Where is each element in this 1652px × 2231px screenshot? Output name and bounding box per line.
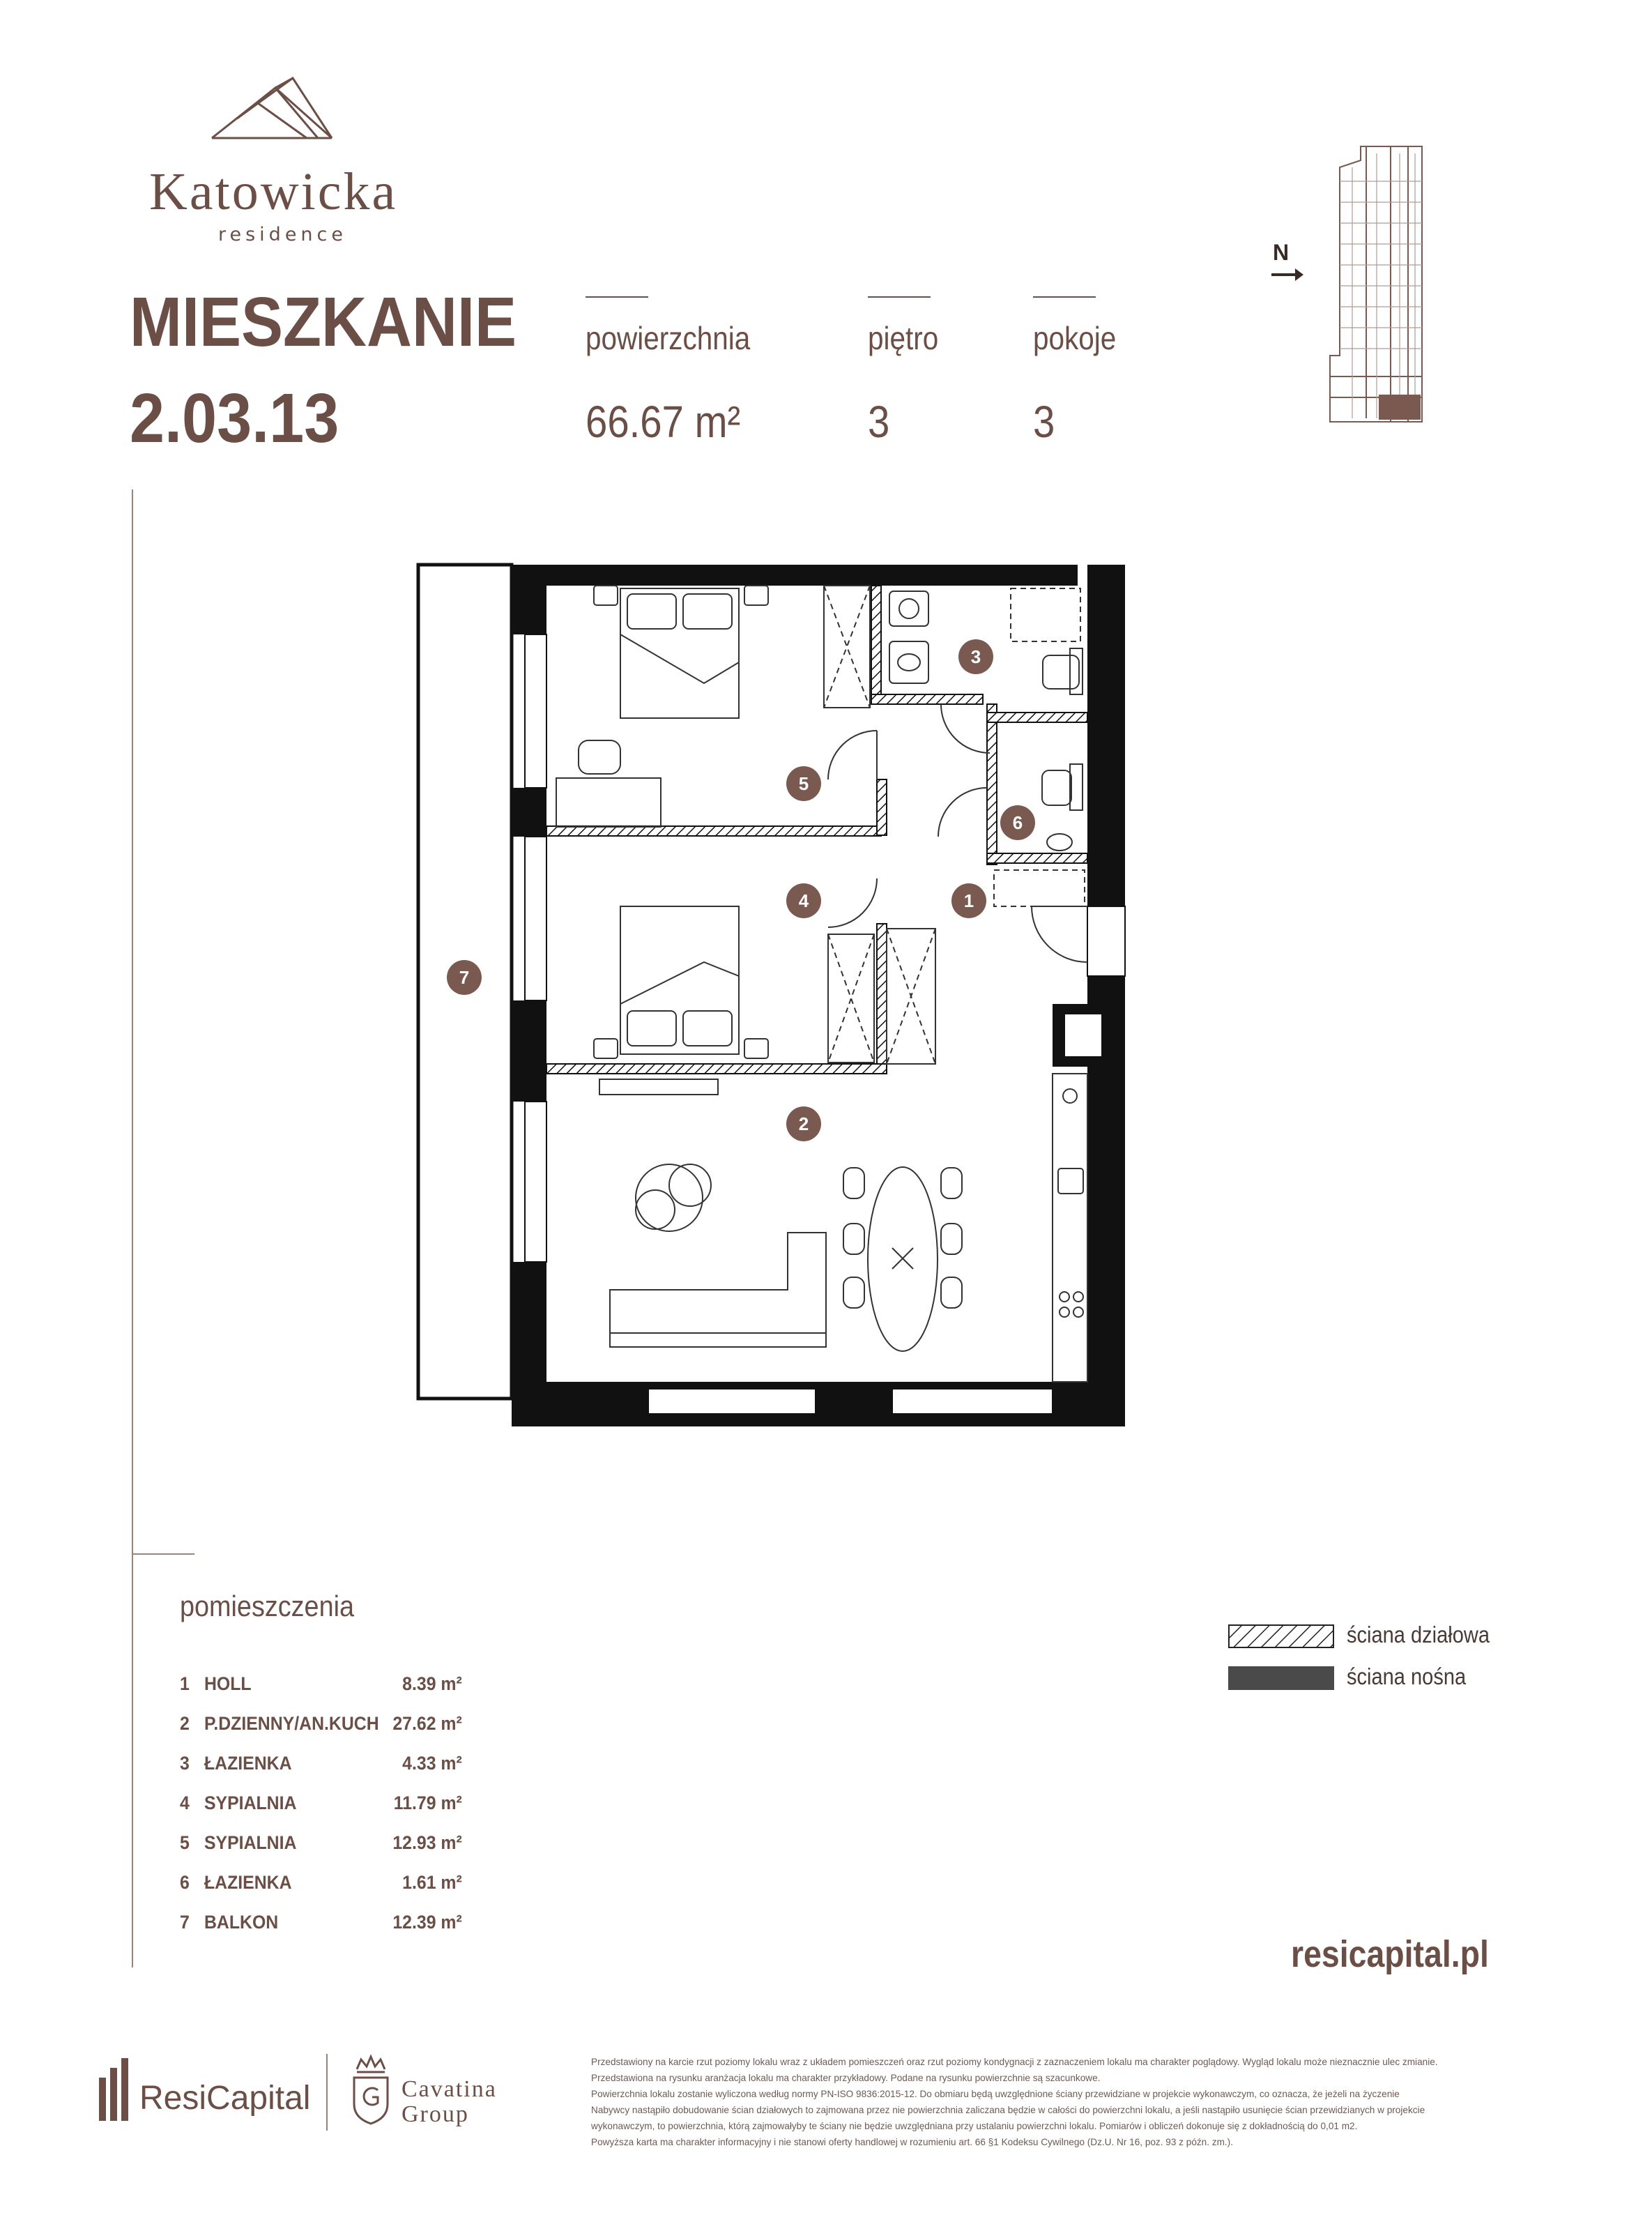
room-row: 7 BALKON 12.39 m² [180,1912,462,1933]
stat-rooms-label: pokoje [1033,320,1117,356]
windows [525,634,1125,1414]
logo-divider [326,2054,328,2131]
stat-divider [1033,296,1096,298]
room-badge-4-label: 4 [798,890,809,911]
stat-floor-label: piętro [868,320,939,356]
room-row: 6 ŁAZIENKA 1.61 m² [180,1872,462,1893]
website-link[interactable]: resicapital.pl [1291,1933,1489,1975]
stat-divider [868,296,931,298]
room-row: 5 SYPIALNIA 12.93 m² [180,1832,462,1853]
disclaimer: Przedstawiony na karcie rzut poziomy lokalu wraz z układem pomieszczeń oraz rzut poziomy kondygnacji z zaznaczeniem lokalu ma charakter poglądowy. Wygląd lokalu może nieznacznie ulec zmianie. Przedstawiona na rysunku aranżacja lokalu ma charakter przykładowy. Podane na rysunku powierzchnie są szacunkowe. Powierzchnia lokalu zostanie wyliczona według normy PN-ISO 9836:2015-12. Do obmiaru będą uwzględnione ściany przewidziane w projekcie wykonawczym, co oznacza, że jeżeli na życzenie Nabywcy nastąpiło dobudowanie ścian działowych to zajmowana przez nie powierzchnia zaliczana będzie w całości do powierzchni lokalu, a jeśli nastąpiło usunięcie ścian przewidzianych w projekcie wykonawczym, to powierzchnia, którą zajmowałyby te ściany nie będzie uwzględniana przy ustalaniu powierzchni lokalu. Pomiarów i obliczeń dokonuje się z dokładnością do 0,01 m2. Powyższa karta ma charakter informacyjny i nie stanowi oferty handlowej w rozumieniu art. 66 §1 Kodeksu Cywilnego (Dz.U. Nr 16, poz. 93 z późn. zm.). [591,2057,1438,2147]
title-line-2: 2.03.13 [130,379,339,457]
legend-loadbearing-label: ściana nośna [1347,1663,1467,1689]
cavatina-logo-line-2: Group [401,2101,469,2127]
cavatina-crest-icon [350,2054,392,2126]
living-room-furniture [599,1074,1087,1382]
brand-mountain-logo [209,75,335,145]
entry-door [1032,906,1087,962]
legend-partition-swatch [1228,1624,1334,1648]
compass-label: N [1273,240,1290,265]
stat-area-label: powierzchnia [586,320,751,356]
room-badge-3-label: 3 [970,646,981,667]
room-badge-1-label: 1 [963,890,974,911]
stat-area-value: 66.67 m² [586,397,741,447]
stat-floor-value: 3 [868,397,890,447]
legend-loadbearing-swatch [1228,1666,1334,1690]
room-row: 1 HOLL 8.39 m² [180,1673,462,1694]
brand-name: Katowicka [149,162,398,221]
rooms-heading: pomieszczenia [180,1590,355,1622]
room-badge-6-label: 6 [1012,812,1023,833]
brand-subtitle: residence [218,224,348,245]
room-row: 3 ŁAZIENKA 4.33 m² [180,1753,462,1774]
rooms-rule [132,1553,194,1555]
building-key-plan [1324,139,1436,425]
cavatina-logo-line-1: Cavatina [401,2076,497,2102]
load-bearing-walls [512,565,1125,1426]
title-line-1: MIESZKANIE [130,283,517,361]
room-row: 4 SYPIALNIA 11.79 m² [180,1792,462,1813]
resicapital-logo-icon [98,2057,135,2121]
room-badge-7-label: 7 [459,967,470,988]
stat-divider [586,296,648,298]
stat-rooms-value: 3 [1033,397,1055,447]
room-row: 2 P.DZIENNY/AN.KUCH 27.62 m² [180,1713,462,1734]
left-rule [132,489,133,1967]
room-badge-2-label: 2 [798,1113,809,1134]
bedroom-5-furniture [556,586,877,827]
compass-arrow-icon [1270,266,1305,283]
room-badge-5-label: 5 [798,773,809,794]
legend-partition-label: ściana działowa [1347,1622,1490,1647]
floor-plan [411,558,1129,1429]
resicapital-logo-text: ResiCapital [139,2080,311,2117]
